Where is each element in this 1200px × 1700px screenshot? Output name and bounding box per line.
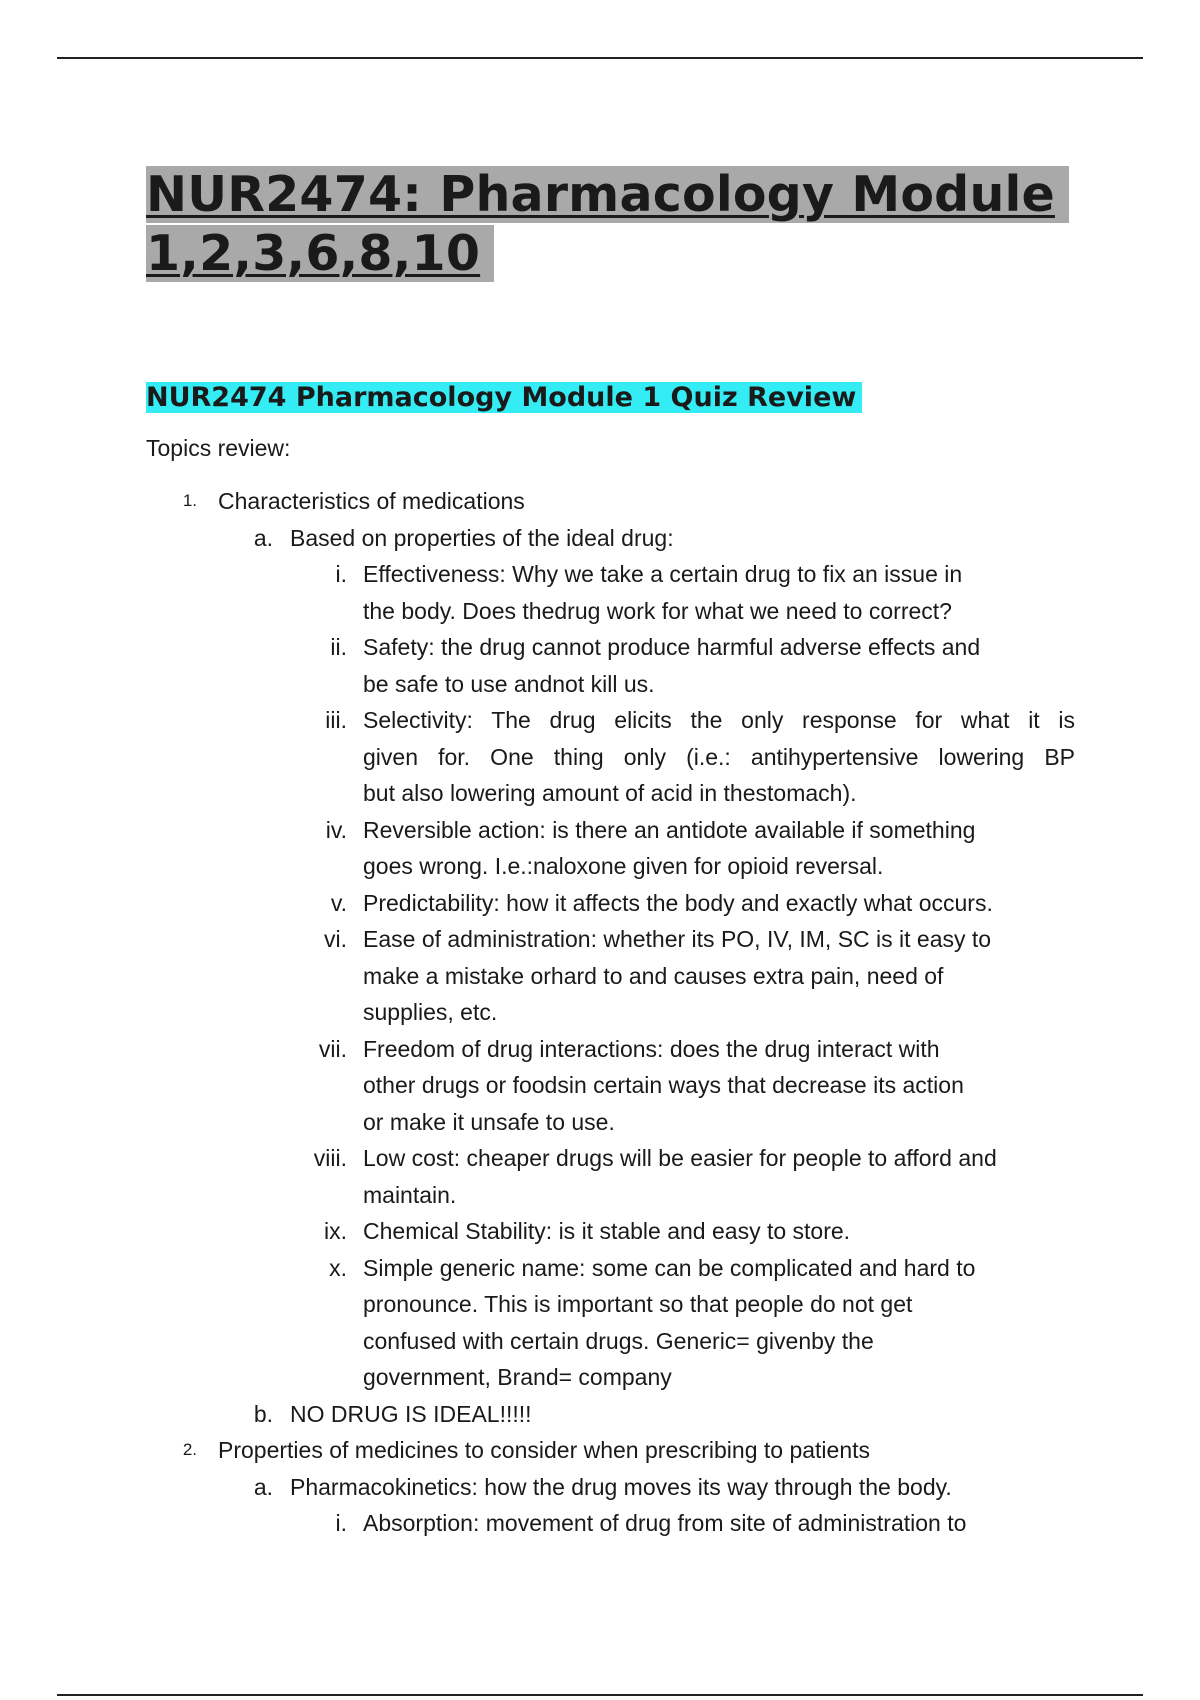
list-item: iv. Reversible action: is there an antidote available if something goes wrong. I.e.:naloxone given for opioid reversal.: [0, 812, 1075, 885]
list-item: ii. Safety: the drug cannot produce harmful adverse effects and be safe to use andnot kill us.: [0, 629, 1075, 702]
list-item: x. Simple generic name: some can be complicated and hard to pronounce. This is important so that people do not get confused with certain drugs. Generic= givenby the government, Brand= company: [0, 1250, 1075, 1396]
list-item: i. Absorption: movement of drug from site of administration to: [0, 1505, 1075, 1542]
list-item: [0, 483, 1200, 520]
list-item: v. Predictability: how it affects the body and exactly what occurs.: [0, 885, 1075, 922]
list-item: [0, 1396, 1200, 1433]
list-marker: ii.: [330, 634, 347, 660]
section-heading: NUR2474 Pharmacology Module 1 Quiz Review: [146, 378, 862, 418]
list-item-text: NO DRUG IS IDEAL!!!!!: [290, 1400, 532, 1427]
list-item: ix. Chemical Stability: is it stable and easy to store.: [0, 1213, 1075, 1250]
list-item-text: Characteristics of medications: [218, 488, 525, 514]
list-marker: 1.: [182, 491, 197, 510]
list-marker: a.: [253, 524, 273, 551]
list-item: vi. Ease of administration: whether its PO, IV, IM, SC is it easy to make a mistake orhard to and causes extra pain, need of supplies, etc.: [0, 921, 1075, 1031]
document-title: [146, 165, 1069, 283]
list-item: viii. Low cost: cheaper drugs will be easier for people to afford and maintain.: [0, 1140, 1075, 1213]
list-marker: v.: [330, 889, 347, 916]
list-item: [0, 1432, 1200, 1469]
list-marker: ix.: [324, 1218, 347, 1244]
title-line-2: 1,2,3,6,8,10: [146, 225, 494, 282]
list-item-text: Pharmacokinetics: how the drug moves its way through the body.: [290, 1473, 952, 1500]
list-marker: 2.: [182, 1440, 197, 1459]
title-line-1: NUR2474: Pharmacology Module: [146, 166, 1069, 223]
list-marker: vi.: [324, 926, 347, 952]
topics-intro: Topics review:: [146, 435, 291, 461]
bottom-rule: [57, 1694, 1143, 1696]
list-marker: vii.: [318, 1035, 347, 1062]
list-item: i. Effectiveness: Why we take a certain drug to fix an issue in the body. Does thedrug work for what we need to correct?: [0, 556, 1075, 629]
list-item: vii. Freedom of drug interactions: does the drug interact with other drugs or foodsin certain ways that decrease its action or make it unsafe to use.: [0, 1031, 1075, 1141]
list-marker: i.: [335, 561, 347, 587]
list-marker: b.: [253, 1400, 273, 1427]
list-marker: iii.: [325, 707, 347, 733]
list-marker: x.: [329, 1254, 347, 1281]
list-marker: viii.: [313, 1145, 347, 1171]
list-item-text: Properties of medicines to consider when prescribing to patients: [218, 1437, 871, 1463]
top-rule: [57, 57, 1143, 59]
list-item: [0, 520, 1200, 557]
list-marker: i.: [335, 1510, 347, 1536]
list-item: iii. Selectivity: The drug elicits the only response for what it is given for. One thing only (i.e.: antihypertensive lowering BP but also lowering amount of acid in thestomach).: [0, 702, 1075, 812]
list-item: [0, 1469, 1200, 1506]
list-item-text: Based on properties of the ideal drug:: [290, 524, 674, 551]
outline-list: [0, 483, 1200, 1542]
list-marker: a.: [253, 1473, 273, 1500]
list-marker: iv.: [325, 816, 347, 843]
